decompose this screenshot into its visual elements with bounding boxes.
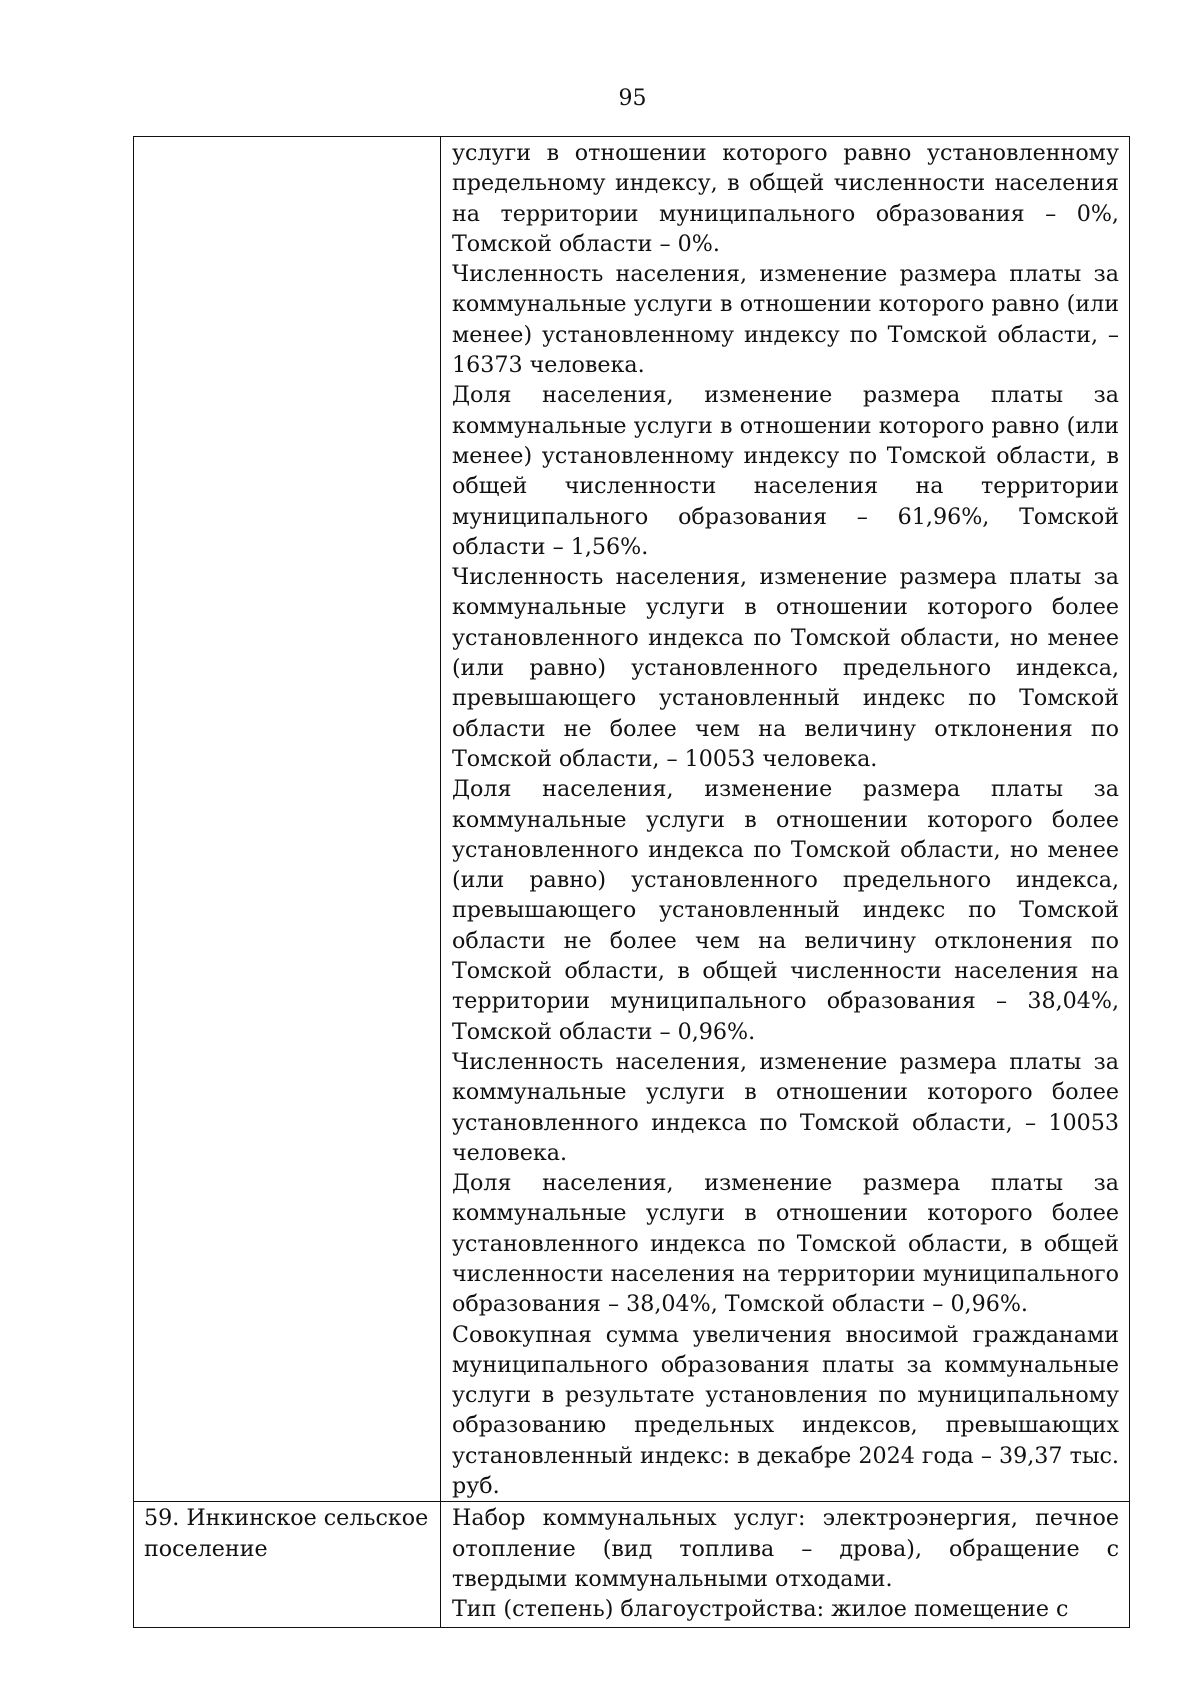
paragraph: Численность населения, изменение размера платы за коммунальные услуги в отношении которого более установленного индекса по Томской области, – 10053 человека.: [452, 1048, 1119, 1166]
paragraph: Численность населения, изменение размера платы за коммунальные услуги в отношении которого более установленного индекса по Томской области, но менее (или равно) установленного предельного индекса, превышающего установленный индекс по Томской области не более чем на величину отклонения по Томской области, – 10053 человека.: [452, 564, 1119, 772]
municipality-cell: [134, 137, 441, 1502]
paragraph: услуги в отношении которого равно установленному предельному индексу, в общей численности населения на территории муниципального образования – 0%, Томской области – 0%.: [452, 140, 1119, 257]
description-cell: [441, 1502, 1130, 1628]
document-table: [133, 136, 1130, 1628]
table-row: [134, 137, 1130, 1502]
page-number: 95: [618, 86, 647, 111]
paragraph: Доля населения, изменение размера платы за коммунальные услуги в отношении которого более установленного индекса по Томской области, в общей численности населения на территории муниципального образования – 38,04%, Томской области – 0,96%.: [452, 1170, 1119, 1318]
paragraph: Доля населения, изменение размера платы за коммунальные услуги в отношении которого равно (или менее) установленному индексу по Томской области, в общей численности населения на территории муниципального образования – 61,96%, Томской области – 1,56%.: [452, 382, 1119, 560]
description-cell: [441, 137, 1130, 1502]
paragraph: Численность населения, изменение размера платы за коммунальные услуги в отношении которого равно (или менее) установленному индексу по Томской области, – 16373 человека.: [452, 261, 1119, 379]
paragraph: Тип (степень) благоустройства: жилое помещение с: [452, 1596, 1069, 1623]
paragraph: Совокупная сумма увеличения вносимой гражданами муниципального образования платы за коммунальные услуги в результате установления по муниципальному образованию предельных индексов, превышающих установленный индекс: в декабре 2024 года – 39,37 тыс. руб.: [452, 1321, 1119, 1500]
municipality-cell: 59. Инкинское сельское поселение: [134, 1502, 441, 1628]
paragraph: Набор коммунальных услуг: электроэнергия, печное отопление (вид топлива – дрова), обращение с твердыми коммунальными отходами.: [452, 1505, 1119, 1592]
table-row: [134, 1502, 1130, 1628]
paragraph: Доля населения, изменение размера платы за коммунальные услуги в отношении которого более установленного индекса по Томской области, но менее (или равно) установленного предельного индекса, превышающего установленный индекс по Томской области не более чем на величину отклонения по Томской области, в общей численности населения на территории муниципального образования – 38,04%, Томской области – 0,96%.: [452, 776, 1119, 1045]
